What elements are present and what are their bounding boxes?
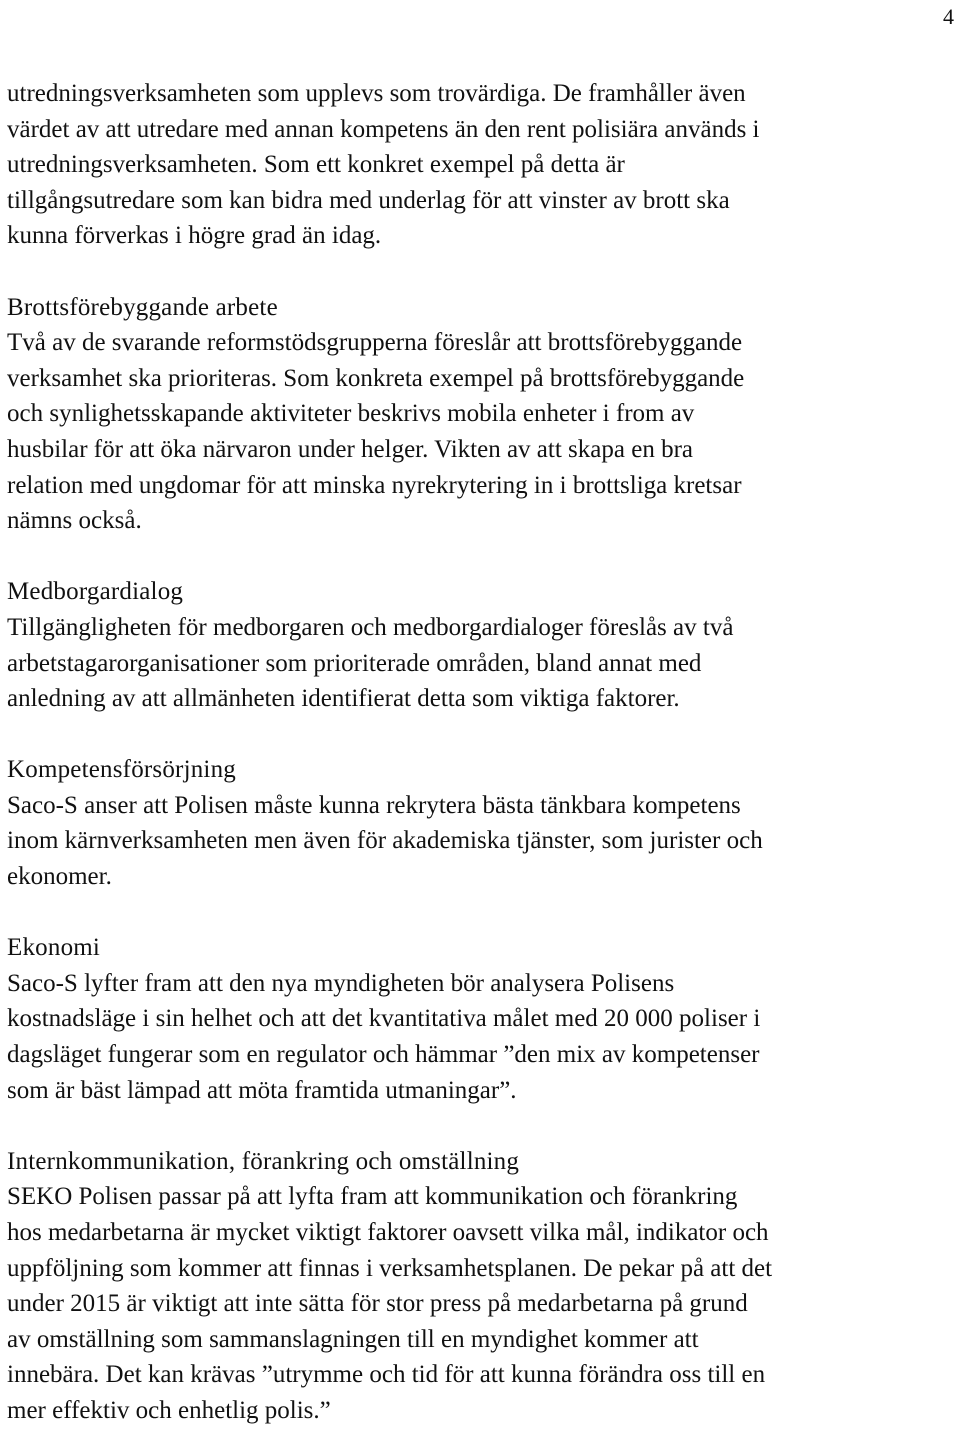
- text-line: utredningsverksamheten. Som ett konkret exempel på detta är: [7, 151, 625, 179]
- page-number: 4: [943, 4, 954, 29]
- text-line: av omställning som sammanslagningen till en myndighet kommer att: [7, 1325, 699, 1353]
- text-line: dagsläget fungerar som en regulator och hämmar ”den mix av kompetenser: [7, 1041, 760, 1069]
- text-line: under 2015 är viktigt att inte sätta för stor press på medarbetarna på grund: [7, 1290, 748, 1318]
- text-line: ekonomer.: [7, 863, 112, 891]
- text-line: mer effektiv och enhetlig polis.”: [7, 1396, 331, 1424]
- section-internkommunikation: [7, 1144, 955, 1429]
- text-line: nämns också.: [7, 507, 142, 535]
- text-line: Saco-S lyfter fram att den nya myndigheten bör analysera Polisens: [7, 969, 675, 997]
- document-body: [7, 76, 955, 1429]
- text-line: arbetstagarorganisationer som prioriterade områden, bland annat med: [7, 649, 702, 677]
- section-kompetensforsorjning: [7, 752, 955, 894]
- text-line: hos medarbetarna är mycket viktigt faktorer oavsett vilka mål, indikator och: [7, 1219, 769, 1246]
- section-heading: Internkommunikation, förankring och omställning: [7, 1147, 520, 1175]
- text-line: relation med ungdomar för att minska nyrekrytering in i brottsliga kretsar: [7, 471, 742, 499]
- text-line: utredningsverksamheten som upplevs som trovärdiga. De framhåller även: [7, 80, 746, 107]
- intro-paragraph: [7, 76, 955, 254]
- section-heading: Kompetensförsörjning: [7, 756, 236, 784]
- text-line: anledning av att allmänheten identifierat detta som viktiga faktorer.: [7, 685, 680, 713]
- text-line: innebära. Det kan krävas ”utrymme och tid för att kunna förändra oss till en: [7, 1361, 766, 1389]
- text-line: och synlighetsskapande aktiviteter beskrivs mobila enheter i from av: [7, 400, 695, 428]
- section-heading: Medborgardialog: [7, 578, 184, 606]
- section-ekonomi: [7, 930, 955, 1108]
- text-line: SEKO Polisen passar på att lyfta fram att kommunikation och förankring: [7, 1183, 738, 1211]
- text-line: Saco-S anser att Polisen måste kunna rekrytera bästa tänkbara kompetens: [7, 791, 741, 819]
- text-line: tillgångsutredare som kan bidra med underlag för att vinster av brott ska: [7, 186, 730, 214]
- section-heading: Ekonomi: [7, 934, 101, 962]
- section-medborgardialog: [7, 574, 955, 716]
- text-line: husbilar för att öka närvaron under helger. Vikten av att skapa en bra: [7, 435, 693, 463]
- text-line: som är bäst lämpad att möta framtida utmaningar”.: [7, 1076, 517, 1104]
- text-line: Tillgängligheten för medborgaren och medborgardialoger föreslås av två: [7, 613, 734, 641]
- text-line: uppföljning som kommer att finnas i verksamhetsplanen. De pekar på att det: [7, 1254, 773, 1282]
- text-line: Två av de svarande reformstödsgrupperna föreslår att brottsförebyggande: [7, 329, 743, 357]
- section-brottsforebyggande: [7, 290, 955, 539]
- text-line: kunna förverkas i högre grad än idag.: [7, 222, 382, 250]
- text-line: verksamhet ska prioriteras. Som konkreta exempel på brottsförebyggande: [7, 364, 745, 392]
- text-line: inom kärnverksamheten men även för akademiska tjänster, som jurister och: [7, 827, 763, 855]
- text-line: kostnadsläge i sin helhet och att det kvantitativa målet med 20 000 poliser i: [7, 1005, 761, 1033]
- section-heading: Brottsförebyggande arbete: [7, 293, 278, 321]
- text-line: värdet av att utredare med annan kompetens än den rent polisiära används i: [7, 115, 760, 143]
